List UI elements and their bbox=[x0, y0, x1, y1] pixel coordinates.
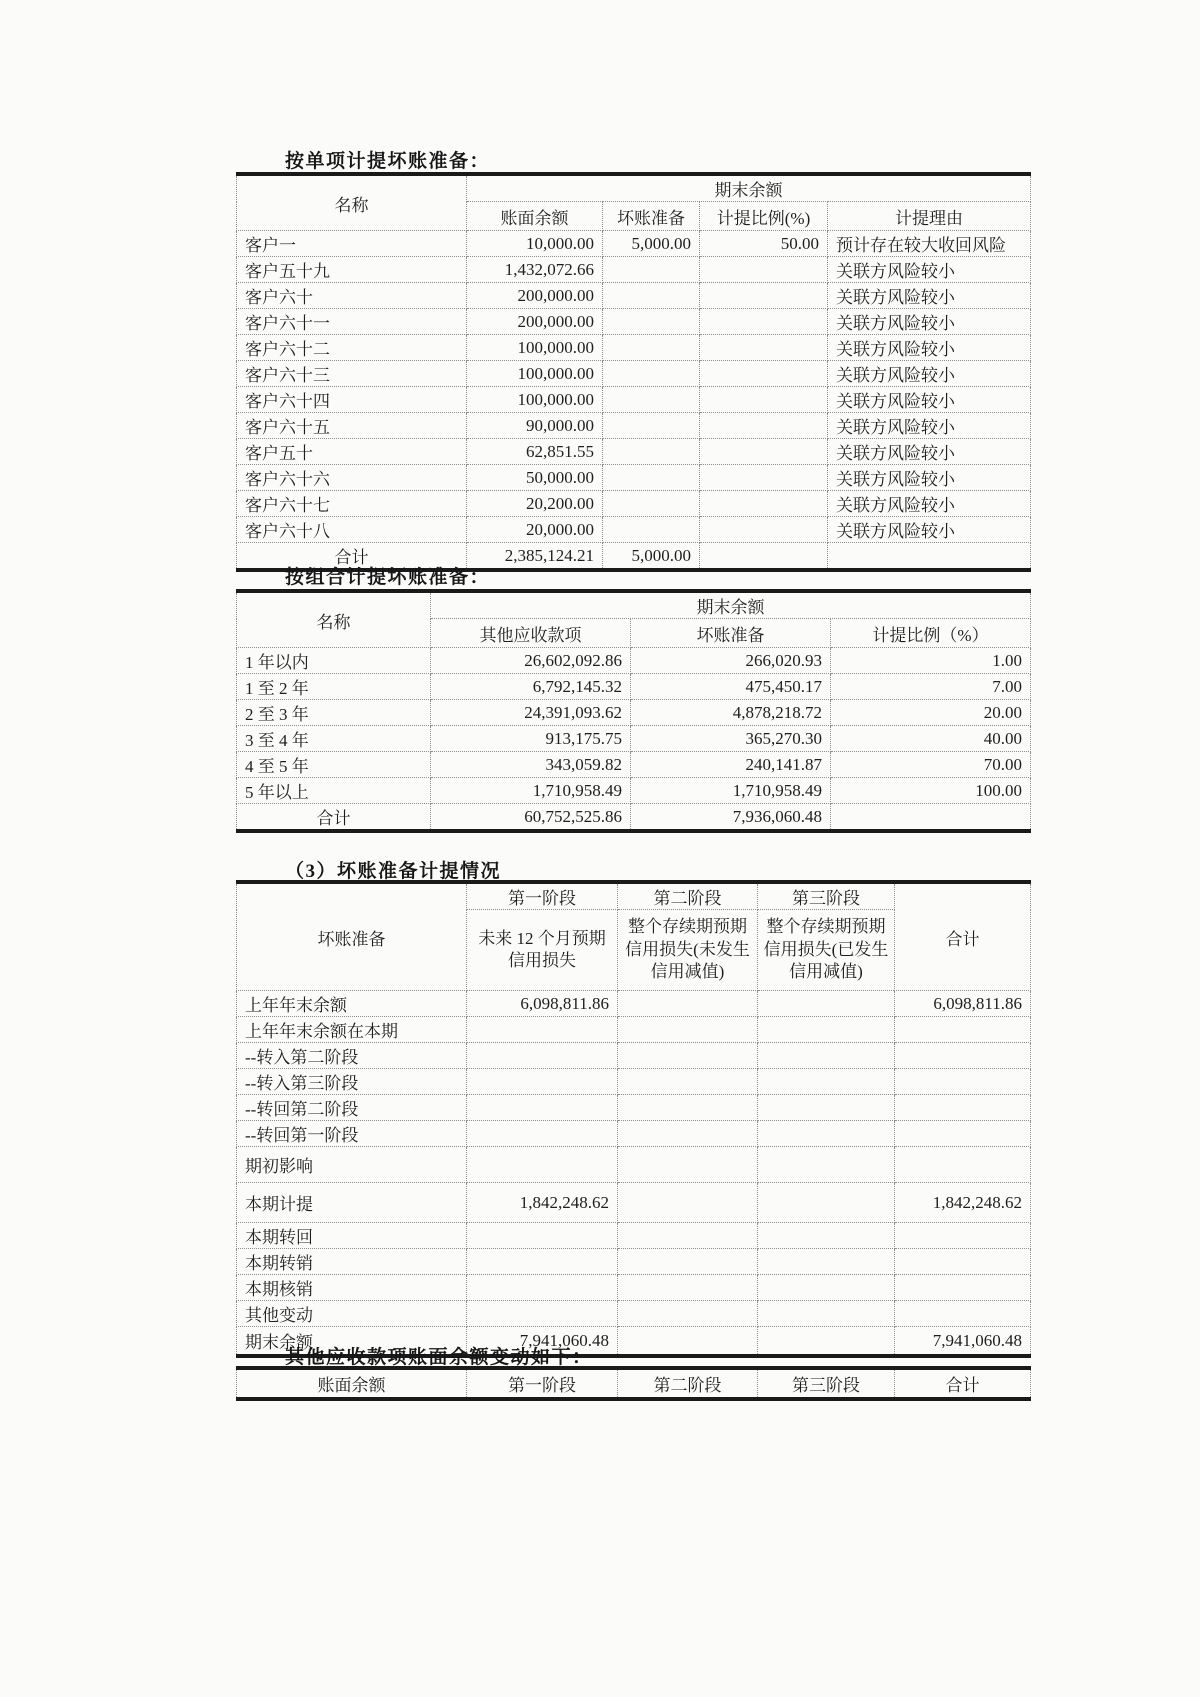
cell-stage2 bbox=[618, 1121, 758, 1147]
cell-balance: 100,000.00 bbox=[467, 387, 603, 413]
row-label: 本期转销 bbox=[237, 1249, 467, 1275]
cell-reason: 关联方风险较小 bbox=[828, 491, 1031, 517]
row-label: 上年年末余额 bbox=[237, 991, 467, 1017]
col-header-name: 名称 bbox=[237, 591, 431, 648]
row-label: 客户六十三 bbox=[237, 361, 467, 387]
cell-total bbox=[895, 1121, 1031, 1147]
row-label: 客户六十一 bbox=[237, 309, 467, 335]
row-label: 客户六十六 bbox=[237, 465, 467, 491]
cell-balance: 2,385,124.21 bbox=[467, 543, 603, 571]
cell-reason: 关联方风险较小 bbox=[828, 361, 1031, 387]
col-header-reason: 计提理由 bbox=[828, 202, 1031, 231]
table-row bbox=[237, 1095, 1031, 1121]
cell-stage2 bbox=[618, 1147, 758, 1183]
cell-amount: 913,175.75 bbox=[431, 726, 631, 752]
cell-provision bbox=[603, 283, 700, 309]
cell-stage3 bbox=[758, 1223, 895, 1249]
cell-provision bbox=[603, 309, 700, 335]
cell-stage3 bbox=[758, 1121, 895, 1147]
table-row bbox=[237, 1249, 1031, 1275]
cell-balance: 20,200.00 bbox=[467, 491, 603, 517]
table-row bbox=[237, 413, 1031, 439]
table-row bbox=[237, 517, 1031, 543]
cell-stage3 bbox=[758, 1147, 895, 1183]
row-label: --转回第二阶段 bbox=[237, 1095, 467, 1121]
cell-stage1 bbox=[467, 1275, 618, 1301]
col-header-period-end: 期末余额 bbox=[467, 174, 1031, 202]
table-row bbox=[237, 1017, 1031, 1043]
cell-reason: 关联方风险较小 bbox=[828, 413, 1031, 439]
cell-provision bbox=[603, 491, 700, 517]
cell-total: 1,842,248.62 bbox=[895, 1183, 1031, 1223]
cell-balance: 20,000.00 bbox=[467, 517, 603, 543]
cell-stage1 bbox=[467, 1121, 618, 1147]
cell-total bbox=[895, 1095, 1031, 1121]
cell-provision bbox=[603, 439, 700, 465]
cell-stage3 bbox=[758, 1183, 895, 1223]
section1-title: 按单项计提坏账准备： bbox=[285, 151, 491, 172]
cell-stage2 bbox=[618, 1327, 758, 1357]
row-label: 3 至 4 年 bbox=[237, 726, 431, 752]
cell-balance: 200,000.00 bbox=[467, 309, 603, 335]
cell-stage1: 6,098,811.86 bbox=[467, 991, 618, 1017]
cell-total bbox=[895, 1275, 1031, 1301]
row-label: 期末余额 bbox=[237, 1327, 467, 1357]
row-label: --转回第一阶段 bbox=[237, 1121, 467, 1147]
cell-reason: 关联方风险较小 bbox=[828, 309, 1031, 335]
row-label: 1 年以内 bbox=[237, 648, 431, 674]
col-header-bad-debt: 坏账准备 bbox=[237, 882, 467, 991]
cell-ratio bbox=[700, 439, 828, 465]
cell-reason: 关联方风险较小 bbox=[828, 283, 1031, 309]
cell-balance: 90,000.00 bbox=[467, 413, 603, 439]
cell-stage2 bbox=[618, 1095, 758, 1121]
cell-stage3 bbox=[758, 1327, 895, 1357]
cell-stage3 bbox=[758, 1301, 895, 1327]
table-row bbox=[237, 439, 1031, 465]
col-header-stage1-desc: 未来 12 个月预期信用损失 bbox=[467, 910, 618, 991]
table-row bbox=[237, 1223, 1031, 1249]
cell-stage3 bbox=[758, 1275, 895, 1301]
row-label: 上年年末余额在本期 bbox=[237, 1017, 467, 1043]
table-row bbox=[237, 1183, 1031, 1223]
cell-stage3 bbox=[758, 1249, 895, 1275]
cell-reason: 关联方风险较小 bbox=[828, 465, 1031, 491]
col-header-book-balance: 账面余额 bbox=[237, 1368, 467, 1399]
cell-stage2 bbox=[618, 1249, 758, 1275]
cell-provision: 240,141.87 bbox=[631, 752, 831, 778]
cell-provision: 1,710,958.49 bbox=[631, 778, 831, 804]
row-label: --转入第三阶段 bbox=[237, 1069, 467, 1095]
cell-provision: 5,000.00 bbox=[603, 231, 700, 257]
row-label: 客户五十九 bbox=[237, 257, 467, 283]
cell-stage1: 7,941,060.48 bbox=[467, 1327, 618, 1357]
cell-balance: 200,000.00 bbox=[467, 283, 603, 309]
cell-provision bbox=[603, 413, 700, 439]
cell-stage1 bbox=[467, 1069, 618, 1095]
cell-balance: 62,851.55 bbox=[467, 439, 603, 465]
row-label: --转入第二阶段 bbox=[237, 1043, 467, 1069]
row-label: 本期计提 bbox=[237, 1183, 467, 1223]
cell-provision bbox=[603, 465, 700, 491]
cell-ratio: 7.00 bbox=[831, 674, 1031, 700]
cell-total bbox=[895, 1043, 1031, 1069]
cell-reason: 预计存在较大收回风险 bbox=[828, 231, 1031, 257]
cell-ratio: 20.00 bbox=[831, 700, 1031, 726]
cell-ratio bbox=[700, 543, 828, 571]
cell-ratio: 50.00 bbox=[700, 231, 828, 257]
table-row bbox=[237, 387, 1031, 413]
cell-ratio: 100.00 bbox=[831, 778, 1031, 804]
col-header-stage1: 第一阶段 bbox=[467, 882, 618, 910]
table-row bbox=[237, 752, 1031, 778]
cell-ratio bbox=[700, 361, 828, 387]
table-row bbox=[237, 231, 1031, 257]
cell-amount: 60,752,525.86 bbox=[431, 804, 631, 832]
cell-stage1 bbox=[467, 1017, 618, 1043]
cell-reason: 关联方风险较小 bbox=[828, 517, 1031, 543]
cell-stage1: 1,842,248.62 bbox=[467, 1183, 618, 1223]
cell-ratio bbox=[700, 335, 828, 361]
cell-balance: 10,000.00 bbox=[467, 231, 603, 257]
cell-stage2 bbox=[618, 1183, 758, 1223]
cell-ratio bbox=[700, 491, 828, 517]
row-label: 客户一 bbox=[237, 231, 467, 257]
header-row bbox=[237, 1368, 1031, 1399]
table-row bbox=[237, 283, 1031, 309]
row-label: 客户六十八 bbox=[237, 517, 467, 543]
cell-stage3 bbox=[758, 1069, 895, 1095]
cell-amount: 343,059.82 bbox=[431, 752, 631, 778]
row-label: 本期转回 bbox=[237, 1223, 467, 1249]
cell-provision bbox=[603, 361, 700, 387]
cell-provision bbox=[603, 335, 700, 361]
col-header-stage3: 第三阶段 bbox=[758, 1368, 895, 1399]
cell-reason: 关联方风险较小 bbox=[828, 257, 1031, 283]
cell-total bbox=[895, 1147, 1031, 1183]
cell-reason bbox=[828, 543, 1031, 571]
table-row bbox=[237, 257, 1031, 283]
cell-balance: 100,000.00 bbox=[467, 361, 603, 387]
cell-total bbox=[895, 1301, 1031, 1327]
section3-title: （3）坏账准备计提情况 bbox=[285, 861, 502, 882]
cell-stage1 bbox=[467, 1043, 618, 1069]
cell-stage2 bbox=[618, 991, 758, 1017]
table-row bbox=[237, 1147, 1031, 1183]
individual-provision-table bbox=[236, 172, 1031, 572]
cell-provision: 4,878,218.72 bbox=[631, 700, 831, 726]
cell-reason: 关联方风险较小 bbox=[828, 439, 1031, 465]
cell-ratio bbox=[700, 387, 828, 413]
col-header-ratio: 计提比例(%) bbox=[700, 202, 828, 231]
table-row bbox=[237, 335, 1031, 361]
cell-provision bbox=[603, 387, 700, 413]
col-header-period-end: 期末余额 bbox=[431, 591, 1031, 619]
table-row bbox=[237, 361, 1031, 387]
row-label: 客户五十 bbox=[237, 439, 467, 465]
col-header-total: 合计 bbox=[895, 1368, 1031, 1399]
table-row bbox=[237, 778, 1031, 804]
section4-title: 其他应收款项账面余额变动如下： bbox=[285, 1347, 593, 1368]
cell-provision bbox=[603, 517, 700, 543]
cell-stage3 bbox=[758, 1043, 895, 1069]
table-row bbox=[237, 1121, 1031, 1147]
cell-total: 6,098,811.86 bbox=[895, 991, 1031, 1017]
row-label: 其他变动 bbox=[237, 1301, 467, 1327]
cell-amount: 6,792,145.32 bbox=[431, 674, 631, 700]
cell-stage3 bbox=[758, 991, 895, 1017]
cell-total bbox=[895, 1223, 1031, 1249]
cell-stage2 bbox=[618, 1069, 758, 1095]
provision-stages-table bbox=[236, 880, 1031, 1358]
cell-provision: 365,270.30 bbox=[631, 726, 831, 752]
table-row bbox=[237, 1301, 1031, 1327]
section2-title: 按组合计提坏账准备： bbox=[285, 567, 491, 588]
cell-provision: 7,936,060.48 bbox=[631, 804, 831, 832]
total-row bbox=[237, 804, 1031, 832]
row-label: 客户六十二 bbox=[237, 335, 467, 361]
book-balance-change-table bbox=[236, 1366, 1031, 1401]
cell-ratio bbox=[700, 283, 828, 309]
cell-ratio bbox=[831, 804, 1031, 832]
row-label: 期初影响 bbox=[237, 1147, 467, 1183]
col-header-total: 合计 bbox=[895, 882, 1031, 991]
row-label: 2 至 3 年 bbox=[237, 700, 431, 726]
cell-total bbox=[895, 1069, 1031, 1095]
cell-stage1 bbox=[467, 1095, 618, 1121]
cell-balance: 50,000.00 bbox=[467, 465, 603, 491]
cell-stage3 bbox=[758, 1017, 895, 1043]
col-header-other-receivables: 其他应收款项 bbox=[431, 619, 631, 648]
col-header-stage2: 第二阶段 bbox=[618, 882, 758, 910]
cell-stage2 bbox=[618, 1223, 758, 1249]
col-header-name: 名称 bbox=[237, 174, 467, 231]
table-row bbox=[237, 1069, 1031, 1095]
cell-ratio bbox=[700, 257, 828, 283]
cell-total bbox=[895, 1017, 1031, 1043]
cell-provision bbox=[603, 257, 700, 283]
table-row bbox=[237, 700, 1031, 726]
cell-total bbox=[895, 1249, 1031, 1275]
cell-balance: 100,000.00 bbox=[467, 335, 603, 361]
table-row bbox=[237, 648, 1031, 674]
col-header-ratio: 计提比例（%） bbox=[831, 619, 1031, 648]
row-label: 客户六十四 bbox=[237, 387, 467, 413]
col-header-book-balance: 账面余额 bbox=[467, 202, 603, 231]
header-row-stages bbox=[237, 882, 1031, 910]
cell-ratio bbox=[700, 309, 828, 335]
cell-amount: 26,602,092.86 bbox=[431, 648, 631, 674]
cell-balance: 1,432,072.66 bbox=[467, 257, 603, 283]
col-header-stage1: 第一阶段 bbox=[467, 1368, 618, 1399]
col-header-bad-debt: 坏账准备 bbox=[631, 619, 831, 648]
cell-amount: 24,391,093.62 bbox=[431, 700, 631, 726]
table-row bbox=[237, 674, 1031, 700]
cell-stage2 bbox=[618, 1043, 758, 1069]
cell-stage2 bbox=[618, 1301, 758, 1327]
cell-ratio: 70.00 bbox=[831, 752, 1031, 778]
total-label: 合计 bbox=[237, 543, 467, 571]
table-row bbox=[237, 991, 1031, 1017]
cell-amount: 1,710,958.49 bbox=[431, 778, 631, 804]
group-provision-table bbox=[236, 589, 1031, 833]
row-label: 客户六十七 bbox=[237, 491, 467, 517]
table-row bbox=[237, 309, 1031, 335]
cell-total: 7,941,060.48 bbox=[895, 1327, 1031, 1357]
table-row bbox=[237, 465, 1031, 491]
cell-reason: 关联方风险较小 bbox=[828, 387, 1031, 413]
row-label: 1 至 2 年 bbox=[237, 674, 431, 700]
table-row bbox=[237, 726, 1031, 752]
cell-ratio bbox=[700, 465, 828, 491]
cell-stage2 bbox=[618, 1017, 758, 1043]
table-row bbox=[237, 1043, 1031, 1069]
cell-provision: 5,000.00 bbox=[603, 543, 700, 571]
col-header-stage2-desc: 整个存续期预期信用损失(未发生信用减值) bbox=[618, 910, 758, 991]
cell-stage2 bbox=[618, 1275, 758, 1301]
cell-provision: 266,020.93 bbox=[631, 648, 831, 674]
row-label: 本期核销 bbox=[237, 1275, 467, 1301]
table-row bbox=[237, 1275, 1031, 1301]
row-label: 客户六十 bbox=[237, 283, 467, 309]
col-header-stage3-desc: 整个存续期预期信用损失(已发生信用减值) bbox=[758, 910, 895, 991]
cell-stage1 bbox=[467, 1301, 618, 1327]
cell-reason: 关联方风险较小 bbox=[828, 335, 1031, 361]
cell-ratio bbox=[700, 413, 828, 439]
cell-ratio: 1.00 bbox=[831, 648, 1031, 674]
cell-provision: 475,450.17 bbox=[631, 674, 831, 700]
row-label: 5 年以上 bbox=[237, 778, 431, 804]
col-header-stage3: 第三阶段 bbox=[758, 882, 895, 910]
cell-ratio bbox=[700, 517, 828, 543]
row-label: 4 至 5 年 bbox=[237, 752, 431, 778]
cell-ratio: 40.00 bbox=[831, 726, 1031, 752]
cell-stage3 bbox=[758, 1095, 895, 1121]
col-header-bad-debt: 坏账准备 bbox=[603, 202, 700, 231]
cell-stage1 bbox=[467, 1223, 618, 1249]
cell-stage1 bbox=[467, 1249, 618, 1275]
header-row-group bbox=[237, 591, 1031, 619]
table-row bbox=[237, 491, 1031, 517]
col-header-stage2: 第二阶段 bbox=[618, 1368, 758, 1399]
row-label: 客户六十五 bbox=[237, 413, 467, 439]
total-label: 合计 bbox=[237, 804, 431, 832]
cell-stage1 bbox=[467, 1147, 618, 1183]
header-row-group bbox=[237, 174, 1031, 202]
